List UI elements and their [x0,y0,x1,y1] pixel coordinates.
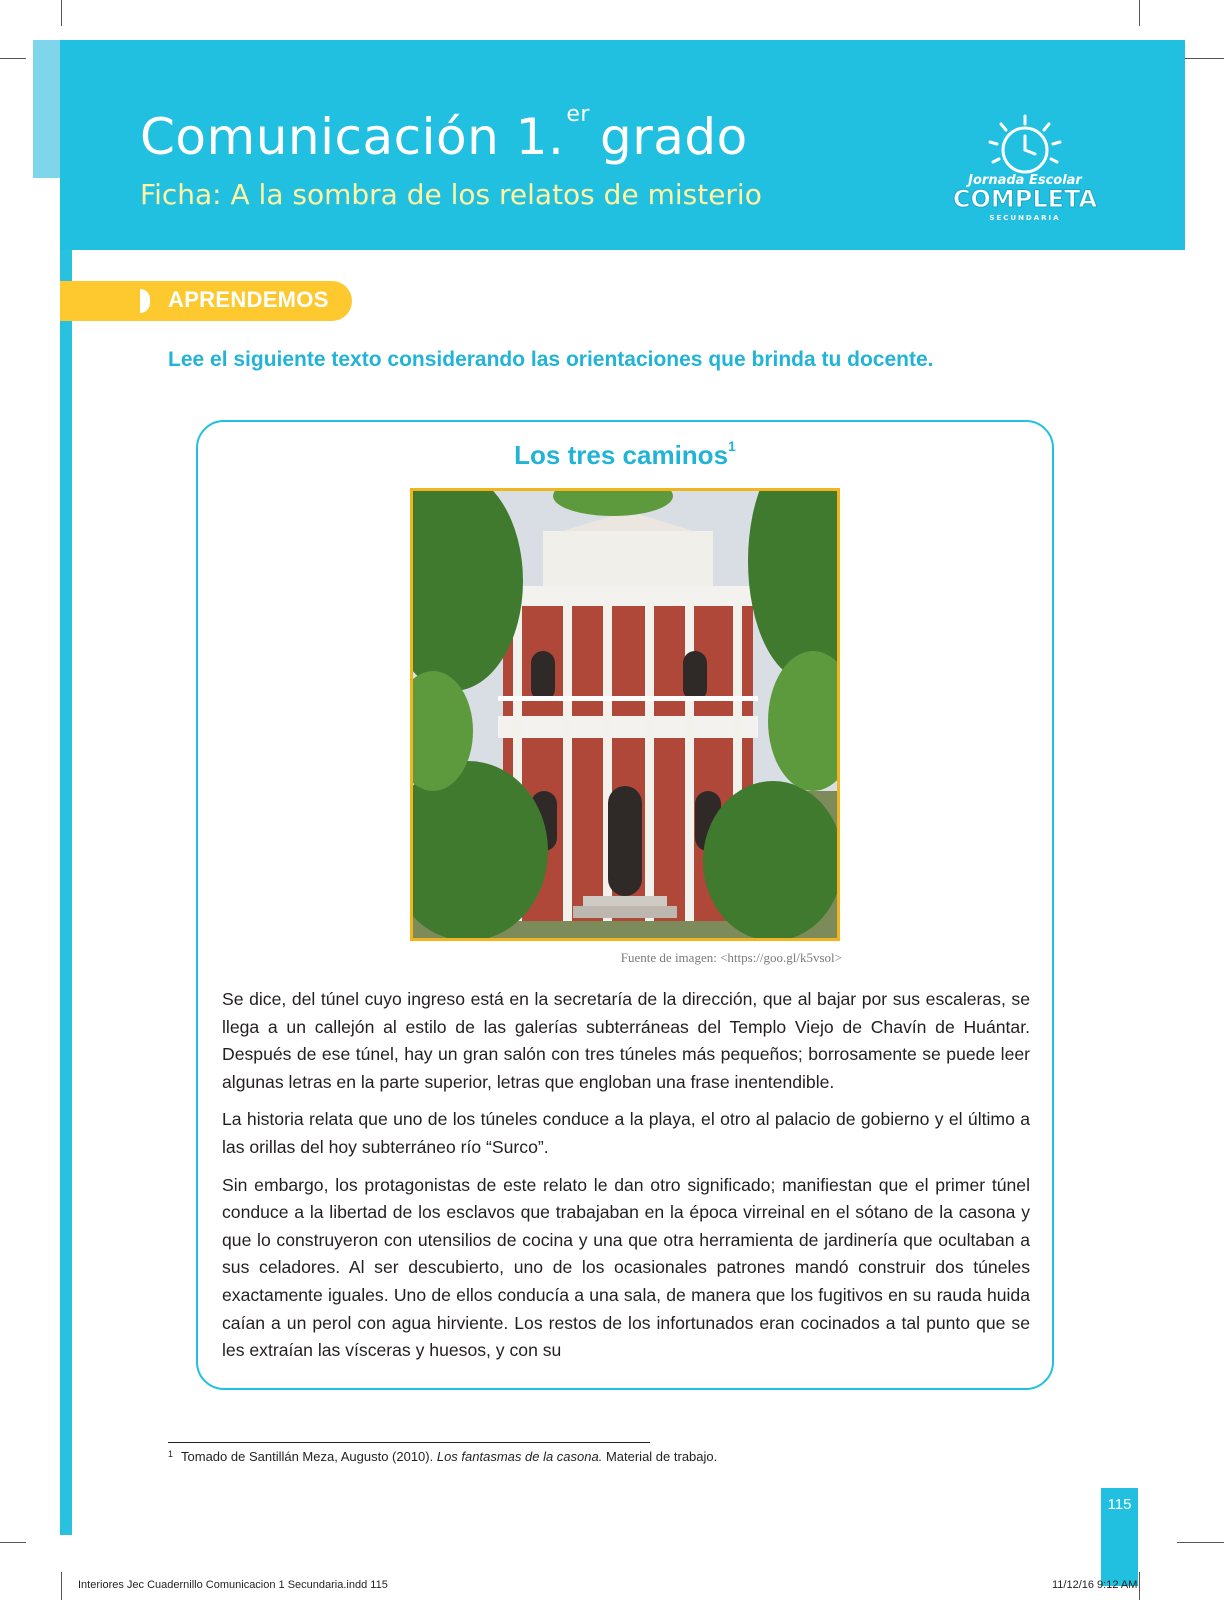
casona-illustration [413,491,837,938]
crop-mark [1177,1542,1224,1543]
crop-mark [0,58,26,59]
title-end: grado [599,108,748,166]
crop-mark [1139,1572,1140,1600]
story-title [196,440,1054,471]
story-text [222,986,1030,1375]
title-main: Comunicación 1. [140,108,565,166]
crop-mark [61,1572,62,1600]
svg-text:Jornada Escolar: Jornada Escolar [968,173,1082,188]
footnote-text-end: Material de trabajo. [602,1449,718,1464]
sun-clock-icon [990,116,1060,172]
title-superscript: er [566,102,590,127]
left-band [60,40,72,1535]
page-header [60,40,1185,250]
crop-mark [61,0,62,26]
image-caption: Fuente de imagen: <https://goo.gl/k5vsol> [620,950,842,965]
crop-mark [1139,0,1140,26]
slug-timestamp: 11/12/16 9:12 AM [1052,1579,1138,1591]
page-title [140,102,748,166]
section-tab-bar [60,281,140,321]
story-paragraph: Sin embargo, los protagonistas de este relato le dan otro significado; manifiestan que el primer túnel conduce a la libertad de los esclavos que trabajaban en la época virreinal en el sótano de la casona y que lo construyeron con utensilios de cocina y una que otra herramienta de jardinería que ocultaban a sus celadores. Al ser descubierto, uno de los ocasionales patrones mandó construir dos túneles exactamente iguales. Uno de ellos conducía a una sala, de manera que los fugitivos en su rauda huida caían a un perol con agua hirviente. Los restos de los infortunados eran cocinados a tal punto que se les extraían las vísceras y huesos, y con su [222,1174,1030,1361]
story-title-text: Los tres caminos [514,440,729,470]
casona-photo [410,488,840,941]
story-paragraph: Se dice, del túnel cuyo ingreso está en la secretaría de la dirección, que al bajar por sus escaleras, se llega a un callejón al estilo de las galerías subterráneas del Templo Viejo de Chavín de Huántar. Después de ese túnel, hay un gran salón con tres túneles más pequeños; borrosamente se puede leer algunas letras en la parte superior, letras que engloban una frase inentendible. [222,989,1030,1092]
page-number-tab [1101,1488,1138,1586]
footnote-rule [168,1442,650,1443]
crop-mark [0,1542,26,1543]
left-band-accent [33,40,60,178]
slug-filename: Interiores Jec Cuadernillo Comunicacion 1 Secundaria.indd 115 [78,1579,388,1591]
footnote [168,1449,717,1464]
footnote-text: Tomado de Santillán Meza, Augusto (2010). [181,1449,437,1464]
reading-instruction: Lee el siguiente texto considerando las orientaciones que brinda tu docente. [168,348,934,371]
page-number: 115 [1107,1496,1132,1513]
section-label: APRENDEMOS [168,287,329,312]
story-title-note: 1 [728,438,736,454]
page-subtitle: Ficha: A la sombra de los relatos de misterio [140,178,762,211]
footnote-book-title: Los fantasmas de la casona. [436,1449,603,1464]
footnote-number: 1 [168,1449,174,1459]
jec-logo [945,112,1105,222]
story-paragraph: La historia relata que uno de los túneles conduce a la playa, el otro al palacio de gobierno y el último a las orillas del hoy subterráneo río “Surco”. [222,1109,1030,1157]
svg-text:SECUNDARIA: SECUNDARIA [989,214,1061,222]
svg-text:COMPLETA: COMPLETA [952,185,1098,213]
